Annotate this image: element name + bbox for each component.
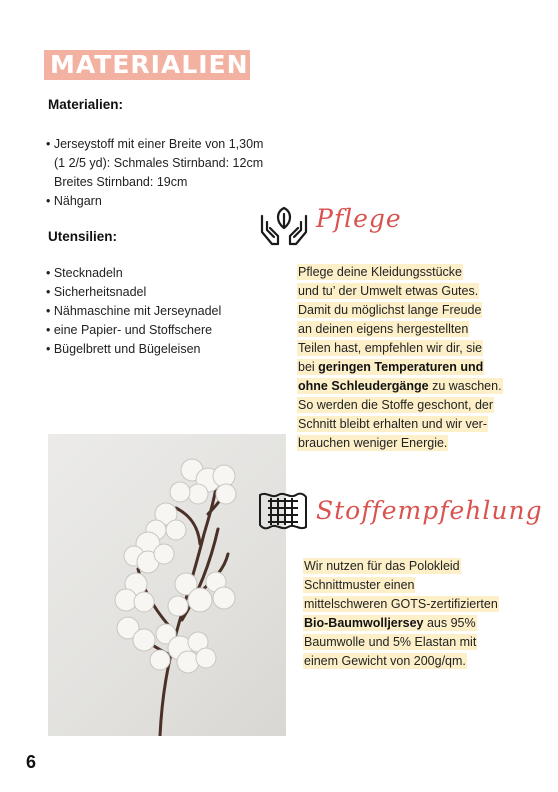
text-segment: mittelschweren GOTS-zertifizierten: [304, 597, 498, 611]
text-line: [298, 377, 502, 396]
text-line: [304, 614, 498, 633]
list-item: • Bügelbrett und Bügeleisen: [46, 342, 201, 356]
highlighted-text: [298, 379, 502, 393]
highlighted-text: [304, 654, 466, 668]
page-number: 6: [26, 752, 37, 772]
fabric-knit-icon: [256, 487, 310, 535]
highlighted-text: [298, 436, 447, 450]
list-item: • Nähmaschine mit Jerseynadel: [46, 304, 222, 318]
text-line: [304, 652, 498, 671]
text-line: [304, 633, 498, 652]
text-line: [304, 557, 498, 576]
fabric-text: [304, 557, 498, 671]
text-segment: Pflege deine Kleidungsstücke: [298, 265, 463, 279]
text-segment: aus 95%: [423, 616, 476, 630]
text-segment: Schnitt bleibt erhalten und wir ver-: [298, 417, 487, 431]
list-item: • Sicherheitsnadel: [46, 285, 147, 299]
list-item: • Nähgarn: [46, 194, 102, 208]
fabric-title: Stoffempfehlung: [316, 496, 543, 525]
bold-phrase: Bio-Baumwolljersey: [304, 616, 424, 630]
highlighted-text: [298, 322, 468, 336]
hands-leaf-icon: [258, 202, 310, 250]
text-line: [298, 339, 502, 358]
text-segment: Wir nutzen für das Polokleid: [304, 559, 460, 573]
text-line: [298, 282, 502, 301]
tools-heading: Utensilien:: [48, 229, 118, 244]
list-item: Breites Stirnband: 19cm: [54, 175, 188, 189]
highlighted-text: [298, 398, 493, 412]
text-segment: Damit du möglichst lange Freude: [298, 303, 482, 317]
highlighted-text: [304, 616, 476, 630]
text-segment: Baumwolle und 5% Elastan mit: [304, 635, 477, 649]
list-item: • Stecknadeln: [46, 266, 123, 280]
list-item: • Jerseystoff mit einer Breite von 1,30m: [46, 137, 264, 151]
highlighted-text: [304, 578, 414, 592]
text-line: [298, 434, 502, 453]
text-line: [298, 358, 502, 377]
text-segment: zu waschen.: [428, 379, 502, 393]
text-segment: und tu’ der Umwelt etwas Gutes.: [298, 284, 479, 298]
highlighted-text: [304, 635, 476, 649]
text-line: [304, 595, 498, 614]
list-item: (1 2/5 yd): Schmales Stirnband: 12cm: [54, 156, 264, 170]
highlighted-text: [298, 265, 462, 279]
highlighted-text: [298, 360, 483, 374]
text-line: [304, 576, 498, 595]
highlighted-text: [298, 303, 481, 317]
page-title: MATERIALIEN: [50, 50, 249, 79]
text-segment: einem Gewicht von 200g/qm.: [304, 654, 466, 668]
text-segment: Schnittmuster einen: [304, 578, 415, 592]
text-segment: Teilen hast, empfehlen wir dir, sie: [298, 341, 483, 355]
tools-list: [46, 264, 221, 359]
bold-phrase: ohne Schleudergänge: [298, 379, 429, 393]
text-segment: an deinen eigens hergestellten: [298, 322, 469, 336]
text-segment: So werden die Stoffe geschont, der: [298, 398, 494, 412]
bold-phrase: geringen Temperaturen und: [318, 360, 484, 374]
highlighted-text: [298, 341, 482, 355]
care-text: [298, 263, 502, 453]
list-item: • eine Papier- und Stoffschere: [46, 323, 213, 337]
text-segment: bei: [298, 360, 319, 374]
text-line: [298, 301, 502, 320]
highlighted-text: [298, 284, 478, 298]
text-line: [298, 415, 502, 434]
materials-list: [46, 135, 263, 211]
care-title: Pflege: [316, 204, 402, 233]
text-segment: brauchen weniger Energie.: [298, 436, 448, 450]
text-line: [298, 320, 502, 339]
highlighted-text: [298, 417, 487, 431]
text-line: [298, 396, 502, 415]
highlighted-text: [304, 597, 498, 611]
cotton-branch-photo: [48, 434, 286, 736]
materials-heading: Materialien:: [48, 97, 124, 112]
highlighted-text: [304, 559, 460, 573]
text-line: [298, 263, 502, 282]
